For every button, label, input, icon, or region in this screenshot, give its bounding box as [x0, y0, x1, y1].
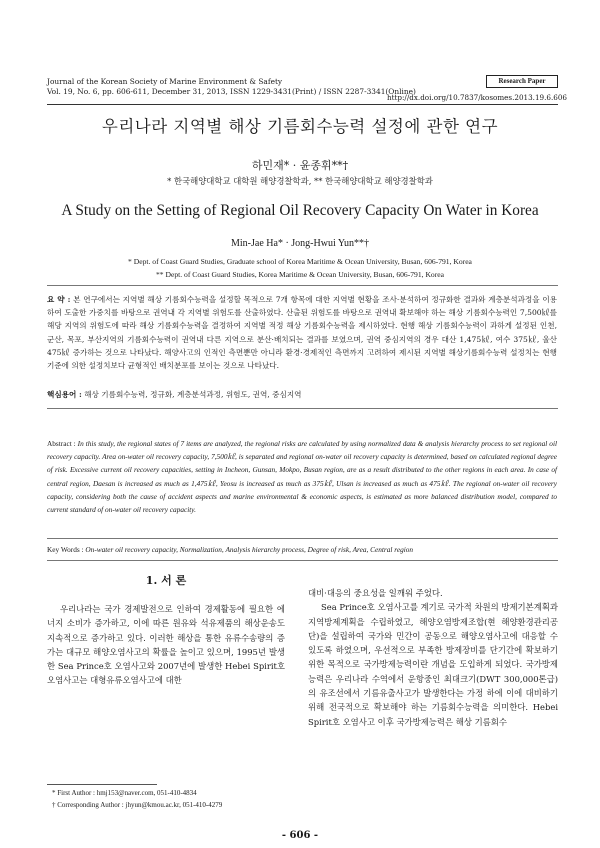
- keywords-english-label: Key Words :: [47, 545, 84, 554]
- keywords-korean-label: 핵심용어 :: [47, 390, 82, 399]
- affiliation-english-2: ** Dept. of Coast Guard Studies, Korea Maritime & Ocean University, Busan, 606-791, Korea: [155, 270, 444, 279]
- keywords-korean: [47, 389, 302, 400]
- body-column-right: [308, 586, 558, 729]
- authors-english: Min-Jae Ha* · Jong-Hwui Yun**†: [231, 238, 369, 249]
- page-number: - 606 -: [281, 830, 319, 841]
- journal-info: [47, 77, 416, 97]
- journal-volume: Vol. 19, No. 6, pp. 606-611, December 31, 2013, ISSN 1229-3431(Print) / ISSN 2287-3341(Online): [47, 87, 416, 96]
- authors-korean: 하민재* · 윤종휘**†: [251, 159, 349, 172]
- section-heading-introduction: 1. 서 론: [145, 574, 187, 587]
- body-column-left: [47, 602, 285, 688]
- research-paper-badge: Research Paper: [486, 75, 558, 88]
- affiliation-english-1: * Dept. of Coast Guard Studies, Graduate school of Korea Maritime & Ocean University, Busan, 606-791, Korea: [128, 257, 472, 266]
- footnotes: [52, 788, 222, 811]
- body-continuation: 대비·대응의 중요성을 일깨워 주었다.: [308, 588, 443, 598]
- abstract-bottom-rule: [47, 560, 558, 561]
- abstract-english-label: Abstract :: [47, 439, 76, 448]
- abstract-korean-text: 본 연구에서는 지역별 해상 기름회수능력을 설정할 목적으로 7개 항목에 대한 지역별 현황을 조사·분석하여 정규화한 결과와 계층분석과정을 이용하여 도출한 가중치를 바탕으로 권역내 각 지역별 위험도를 산출하였다. 산출된 위험도를 바탕으로 권역내 확보해야 하는 해상 기름회수능력인 7,500㎘를 해당 지역의 위험도에 따라 해상 기름회수능력을 결정하여 지역별 적정 해상 기름회수능력을 제시하였다. 현행 해상 기름회수능력이 과하게 설정된 인천, 군산, 목포, 부산지역의 기름회수능력이 권역내 다른 지역으로 분산·배치되는 결과를 보였으며, 권역 중심지역의 경우 대산 1,475㎘, 여수 375㎘, 울산 475㎘ 증가하는 것으로 나타났다. 해양사고의 인적인 측면뿐만 아니라 환경·경제적인 측면까지 고려하여 제시된 지역별 해상기름회수능력 설정치는 현행 기준에 의한 설정치보다 균형적인 배치분포를 보이는 것으로 나타났다.: [47, 295, 558, 371]
- keywords-english: [47, 545, 413, 554]
- body-paragraph: 우리나라는 국가 경제발전으로 인하여 경제활동에 필요한 에너지 소비가 증가하고, 이에 따른 원유와 석유제품의 해상운송도 지속적으로 증가하고 있다. 이러한 해상을 통한 유류수송량의 증가는 대규모 해양오염사고의 확률을 높이고 있으며, 1995년 발생한 Sea Prince호 오염사고와 2007년에 발생한 Hebei Spirit호 오염사고는 대형유류오염사고에 대한: [47, 604, 285, 686]
- footnote-rule: [47, 784, 157, 785]
- journal-name: Journal of the Korean Society of Marine Environment & Safety: [47, 77, 283, 86]
- abstract-korean: [47, 293, 557, 372]
- abstract-english: [47, 437, 557, 516]
- doi-link[interactable]: http://dx.doi.org/10.7837/kosomes.2013.19.6.606: [387, 93, 567, 102]
- footnote-corresponding-author: † Corresponding Author : jhyun@kmou.ac.kr, 051-410-4279: [52, 800, 223, 809]
- header-rule: [47, 104, 558, 105]
- abstract-divider-2: [47, 538, 558, 539]
- keywords-korean-text: 해상 기름회수능력, 정규화, 계층분석과정, 위험도, 권역, 중심지역: [84, 390, 302, 399]
- title-korean: 우리나라 지역별 해상 기름회수능력 설정에 관한 연구: [101, 117, 499, 136]
- keywords-english-text: On-water oil recovery capacity, Normalization, Analysis hierarchy process, Degree of risk, Area, Central region: [85, 545, 414, 554]
- abstract-top-rule: [47, 285, 558, 286]
- abstract-korean-label: 요 약 :: [47, 295, 71, 304]
- body-paragraph: Sea Prince호 오염사고를 계기로 국가적 차원의 방제기본계획과 지역방제계획을 수립하였고, 해양오염방제조합(현 해양환경관리공단)을 설립하여 국가와 민간이 공동으로 해양오염사고에 대응할 수 있도록 하였으며, 우선적으로 부족한 방제장비를 단기간에 확보하기 위한 목적으로 국가방제능력이란 개념을 도입하게 되었다. 국가방제능력은 우리나라 수역에서 운항중인 최대크기(DWT 300,000톤급)의 유조선에서 기름유출사고가 발생한다는 가정 하에 이에 대비하기 위해 전국적으로 확보해야 하는 기름회수능력을 의미한다. Hebei Spirit호 오염사고 이후 국가방제능력은 해상 기름회수: [308, 602, 559, 727]
- abstract-english-text: In this study, the regional states of 7 items are analyzed, the regional risks are calculated by using normalized data & analysis hierarchy process to set regional oil recovery capacity. Area on-water oil recovery capacity, 7,500㎘, is separated and regional on-water oil recovery capacity is determined, based on calculated regional degree of risk. Excessive current oil recovery capacities, setting in Incheon, Gunsan, Mokpo, Busan region, are as a result distributed to the other regions in each area. In case of central region, Daesan is increased as much as 1,475㎘, Yeosu is increased as much as 375㎘, Ulsan is increased as much as 475㎘. The regional on-water oil recovery capacity, considering both the cause of accident aspects and marine environmental & economic aspects, is estimated as more balanced distribution model, compared to current standard of on-water oil recovery capacity.: [47, 439, 557, 515]
- affiliation-korean: * 한국해양대학교 대학원 해양경찰학과, ** 한국해양대학교 해양경찰학과: [167, 176, 433, 186]
- abstract-divider-1: [47, 408, 558, 409]
- footnote-first-author: * First Author : hmj153@naver.com, 051-410-4834: [52, 789, 197, 797]
- title-english: A Study on the Setting of Regional Oil Recovery Capacity On Water in Korea: [61, 202, 539, 219]
